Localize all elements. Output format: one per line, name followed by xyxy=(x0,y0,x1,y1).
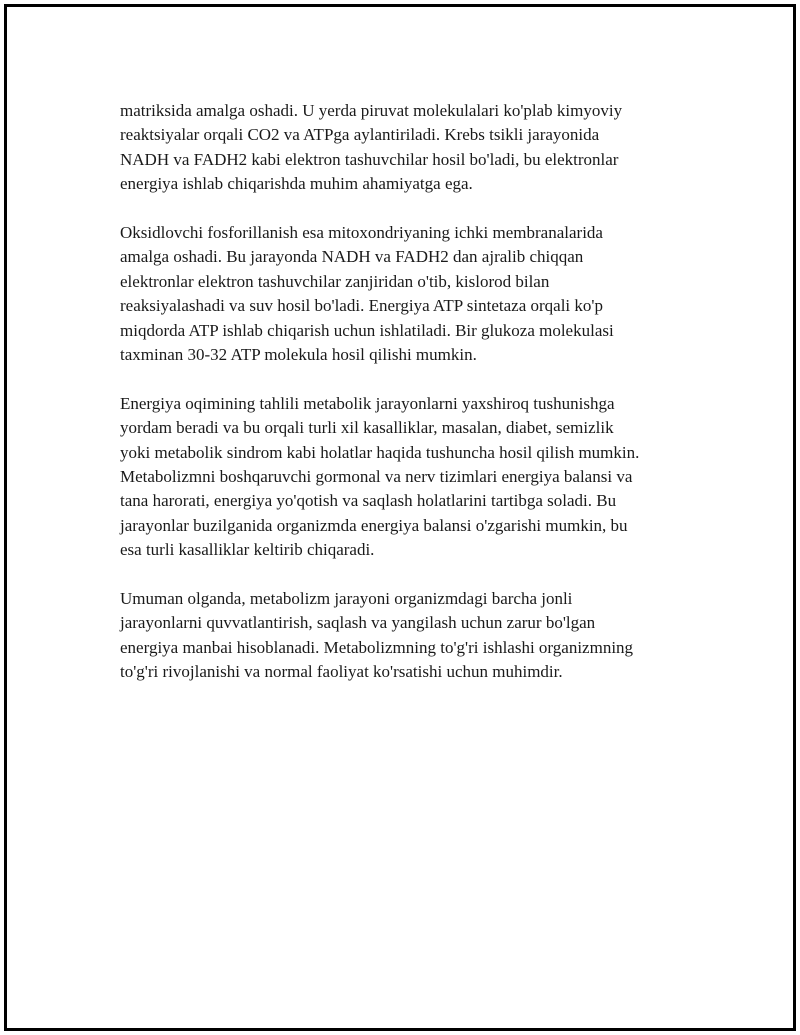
text-line: miqdorda ATP ishlab chiqarish uchun ishlatiladi. Bir glukoza molekulasi xyxy=(120,320,614,340)
text-line: yoki metabolik sindrom kabi holatlar haqida tushuncha hosil qilish mumkin. xyxy=(120,442,640,462)
paragraph-2 xyxy=(120,221,700,367)
text-line: yordam beradi va bu orqali turli xil kasalliklar, masalan, diabet, semizlik xyxy=(120,418,614,438)
text-line: reaksiyalashadi va suv hosil bo'ladi. Energiya ATP sintetaza orqali ko'p xyxy=(120,296,603,316)
text-line: esa turli kasalliklar keltirib chiqaradi. xyxy=(120,540,375,560)
text-line: taxminan 30-32 ATP molekula hosil qilishi mumkin. xyxy=(120,345,477,365)
paragraph-1 xyxy=(120,99,700,197)
text-line: jarayonlarni quvvatlantirish, saqlash va yangilash uchun zarur bo'lgan xyxy=(120,613,596,633)
text-line: Energiya oqimining tahlili metabolik jarayonlarni yaxshiroq tushunishga xyxy=(120,393,615,413)
page-content xyxy=(120,99,700,709)
text-line: matriksida amalga oshadi. U yerda piruvat molekulalari ko'plab kimyoviy xyxy=(120,101,623,120)
text-line: energiya manbai hisoblanadi. Metabolizmning to'g'ri ishlashi organizmning xyxy=(120,637,634,657)
text-line: NADH va FADH2 kabi elektron tashuvchilar hosil bo'ladi, bu elektronlar xyxy=(120,149,619,169)
text-line: Metabolizmni boshqaruvchi gormonal va nerv tizimlari energiya balansi va xyxy=(120,467,633,487)
text-line: Umuman olganda, metabolizm jarayoni organizmdagi barcha jonli xyxy=(120,589,573,609)
text-line: tana harorati, energiya yo'qotish va saqlash holatlarini tartibga soladi. Bu xyxy=(120,491,617,511)
text-line: elektronlar elektron tashuvchilar zanjiridan o'tib, kislorod bilan xyxy=(120,271,550,291)
text-line: Oksidlovchi fosforillanish esa mitoxondriyaning ichki membranalarida xyxy=(120,223,603,243)
text-line: energiya ishlab chiqarishda muhim ahamiyatga ega. xyxy=(120,174,473,194)
text-line: amalga oshadi. Bu jarayonda NADH va FADH2 dan ajralib chiqqan xyxy=(120,247,584,267)
text-line: jarayonlar buzilganida organizmda energiya balansi o'zgarishi mumkin, bu xyxy=(120,515,628,535)
paragraph-3 xyxy=(120,392,700,563)
text-line: to'g'ri rivojlanishi va normal faoliyat ko'rsatishi uchun muhimdir. xyxy=(120,662,563,682)
text-line: reaktsiyalar orqali CO2 va ATPga aylantiriladi. Krebs tsikli jarayonida xyxy=(120,125,600,145)
page-frame xyxy=(4,4,796,1031)
paragraph-4 xyxy=(120,587,700,685)
